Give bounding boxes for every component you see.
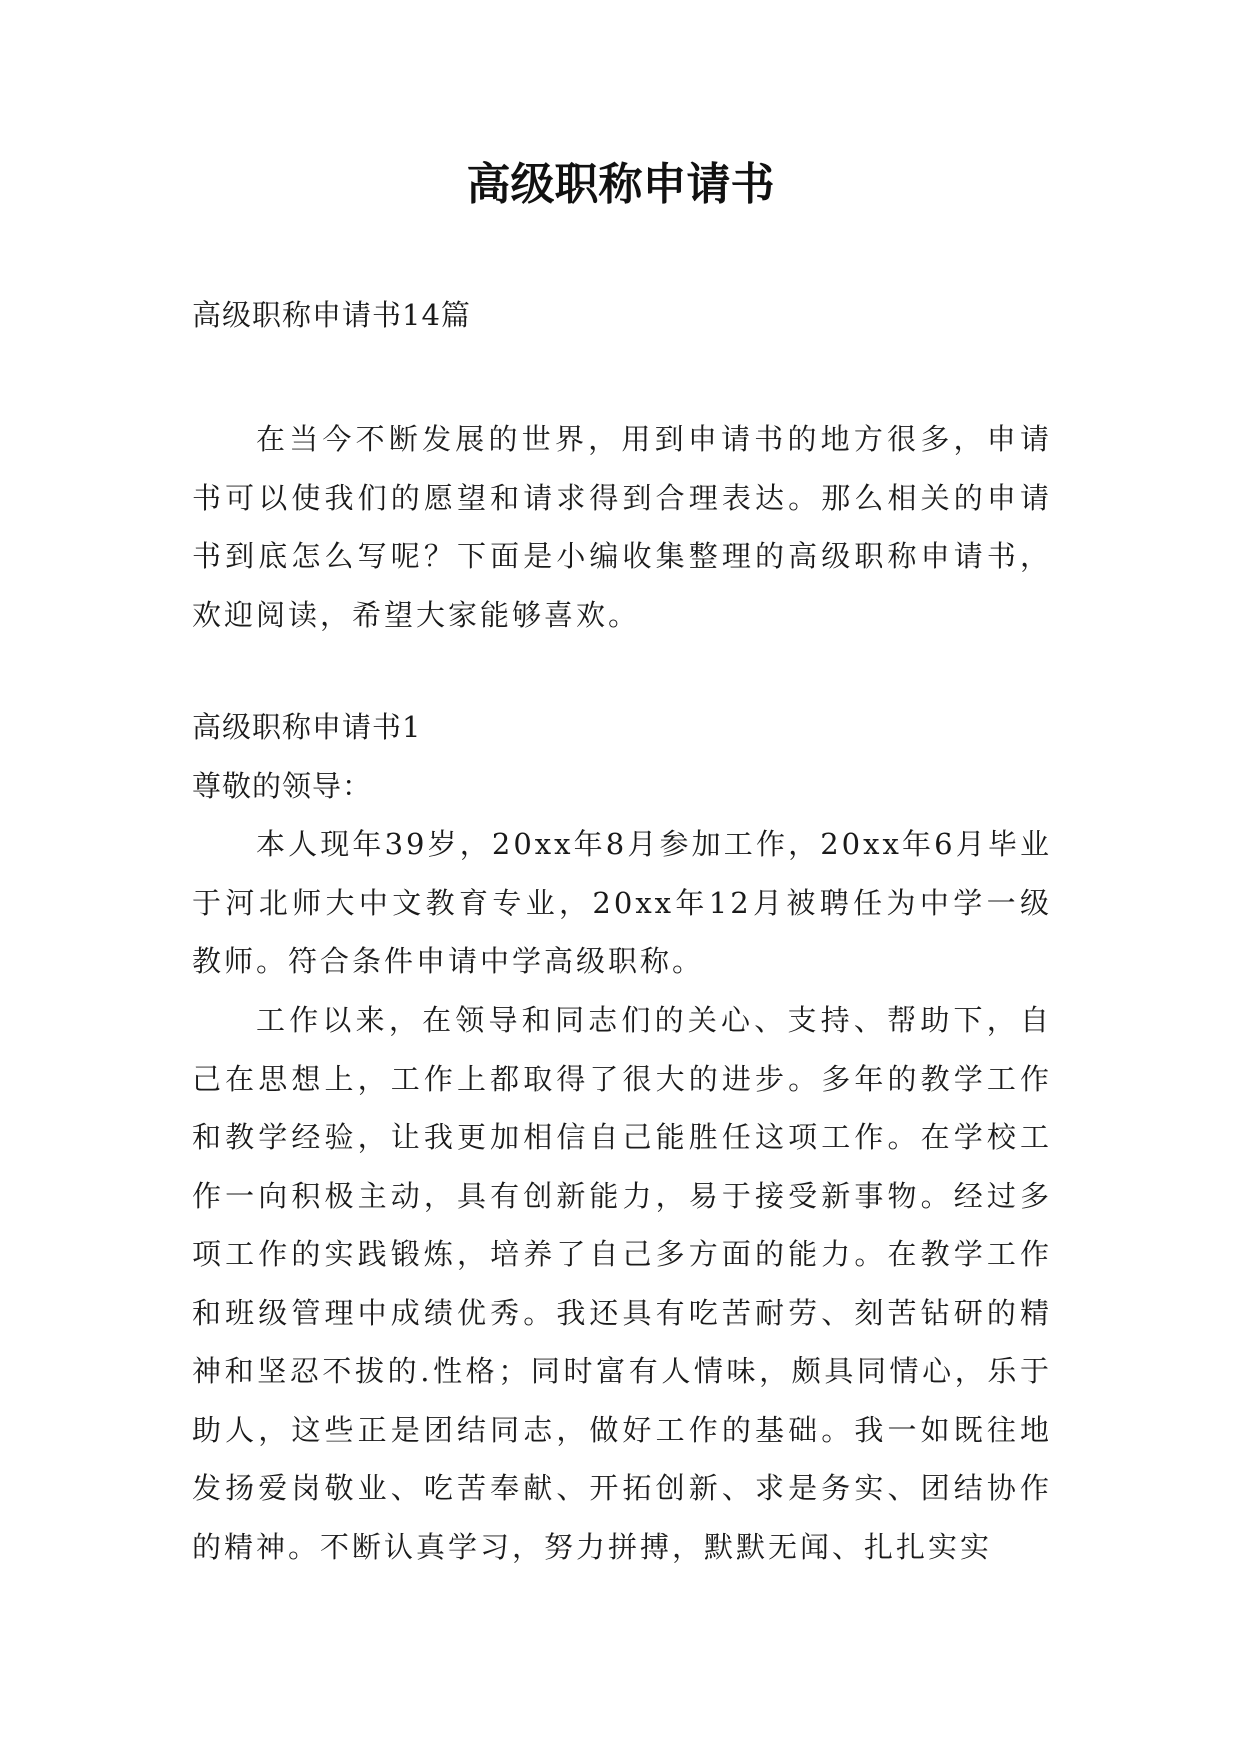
document-subtitle: 高级职称申请书14篇 [192, 298, 471, 332]
body-paragraph-1: 本人现年39岁，20xx年8月参加工作，20xx年6月毕业于河北师大中文教育专业，20xx年12月被聘任为中学一级教师。符合条件申请中学高级职称。 [192, 827, 1052, 978]
section-heading: 高级职称申请书1 [192, 710, 422, 744]
intro-paragraph: 在当今不断发展的世界，用到申请书的地方很多，申请书可以使我们的愿望和请求得到合理表达。那么相关的申请书到底怎么写呢？下面是小编收集整理的高级职称申请书，欢迎阅读，希望大家能够喜欢。 [192, 422, 1052, 632]
salutation: 尊敬的领导： [192, 769, 373, 803]
body-paragraph-2: 工作以来，在领导和同志们的关心、支持、帮助下，自己在思想上，工作上都取得了很大的进步。多年的教学工作和教学经验，让我更加相信自己能胜任这项工作。在学校工作一向积极主动，具有创新能力，易于接受新事物。经过多项工作的实践锻炼，培养了自己多方面的能力。在教学工作和班级管理中成绩优秀。我还具有吃苦耐劳、刻苦钻研的精神和坚忍不拔的.性格；同时富有人情味，颇具同情心，乐于助人，这些正是团结同志，做好工作的基础。我一如既往地发扬爱岗敬业、吃苦奉献、开拓创新、求是务实、团结协作的精神。不断认真学习，努力拼搏，默默无闻、扎扎实实 [192, 1003, 1052, 1564]
document-title: 高级职称申请书 [466, 159, 775, 210]
